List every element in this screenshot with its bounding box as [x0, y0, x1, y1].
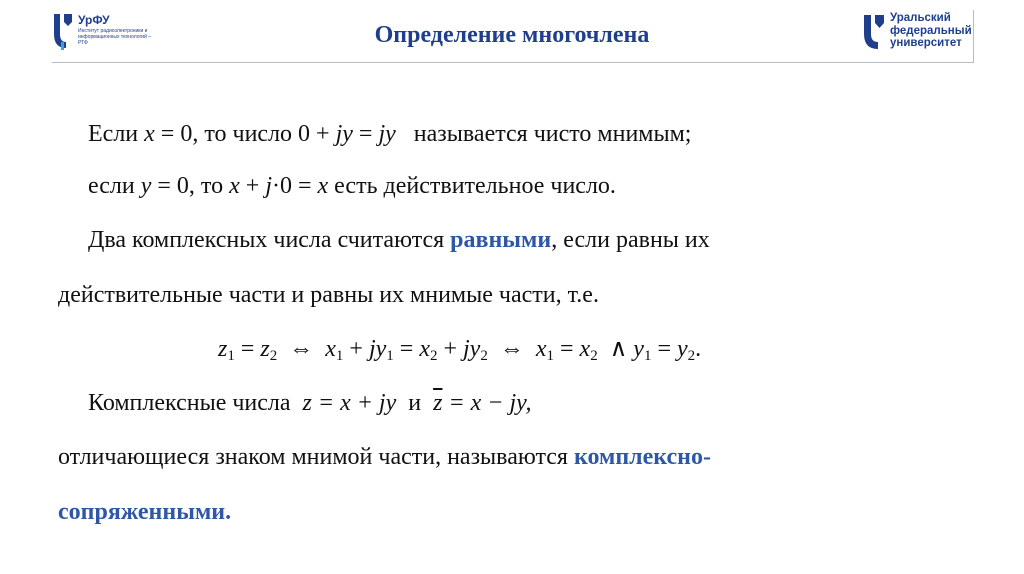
page-title: Определение многочлена [374, 22, 650, 48]
equality-formula: $z_1 = z_2$ ⇔ $x_1 + jy_1 = x_2 + jy_2$ ⇔ $x_1 = x_2$ ∧ $y_1 = y_2$. [218, 336, 702, 364]
text-line-8 [58, 498, 231, 526]
university-name: Уральский федеральный университет [890, 12, 972, 49]
text-line-7: отличающиеся знаком мнимой части, называются комплексно- [58, 444, 711, 470]
text-line-3: Два комплексных числа считаются равными, если равны их [88, 227, 710, 253]
university-emblem-icon [862, 14, 886, 52]
term-equal: равными [450, 227, 552, 253]
term-complex: комплексно- [573, 444, 711, 470]
text-line-4: действительные части и равны их мнимые части, т.е. [58, 282, 599, 308]
text-line-1: Если x = 0, то число 0 + jy = jy называется чисто мнимым; [88, 121, 692, 147]
institute-name: Институт радиоэлектроники и информационных технологий – РТФ [78, 28, 152, 46]
header-divider [52, 62, 974, 63]
text-line-6: Комплексные числа z = x + jy и $\overline{z} = x$ − jy, [88, 390, 532, 416]
urfu-logo-brand: УрФУ [78, 13, 110, 27]
header-divider-vertical [973, 10, 974, 63]
text-line-2: если y = 0, то x + j·0 = x есть действительное число. [88, 173, 616, 199]
conjugate-z: $\overline{z}$ [433, 390, 443, 416]
term-conjugate: сопряженными. [58, 499, 232, 525]
slide-header [0, 0, 1024, 62]
ural-federal-university-logo [862, 12, 982, 54]
